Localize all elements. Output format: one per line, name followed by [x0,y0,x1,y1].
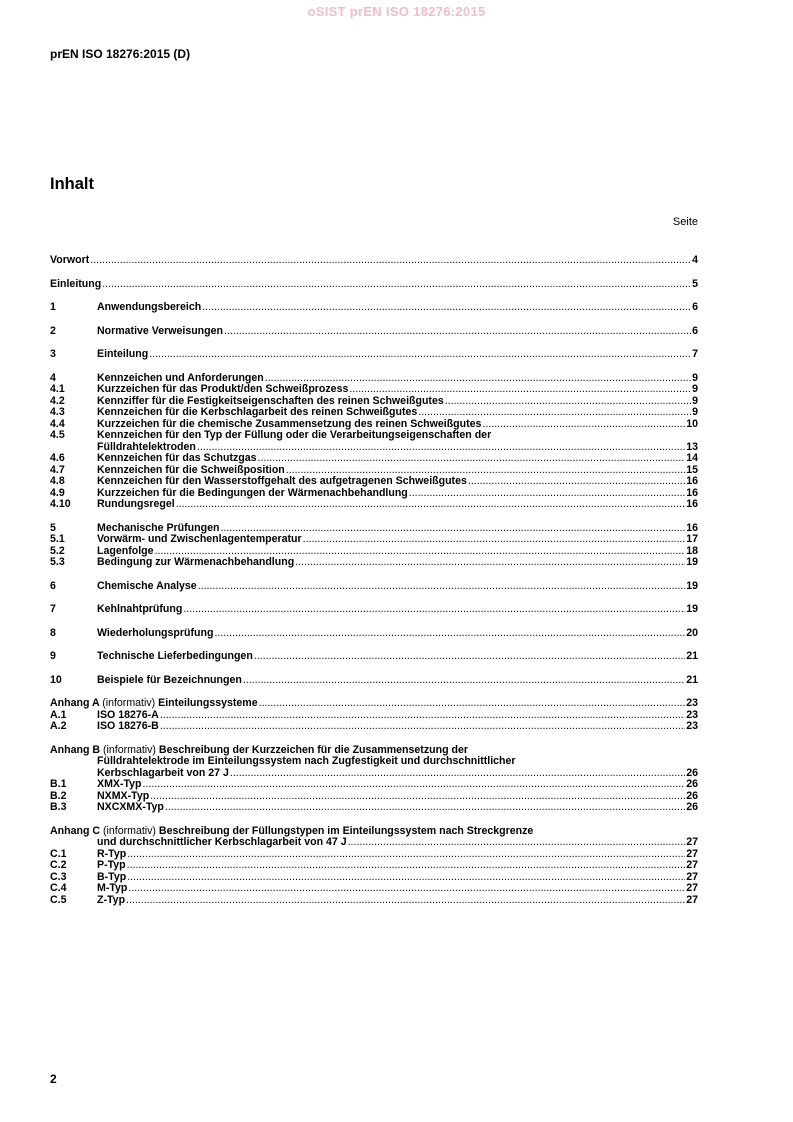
leader-dots [230,768,685,780]
toc-entry-page: 19 [686,603,698,615]
leader-dots [482,419,685,431]
leader-dots [165,802,685,814]
leader-dots [468,476,685,488]
toc-entry-page: 17 [686,533,698,545]
toc-entry-title: Einleitung [50,277,102,290]
toc-entry-title: Kennzeichen für das Schutzgas [97,452,257,464]
toc-entry-number: 4.3 [50,406,65,418]
toc-entry-title: Kennzeichen für die Schweißposition [97,463,285,476]
leader-dots [198,581,685,593]
leader-dots [127,849,685,861]
leader-dots [254,651,685,663]
toc-entry-title: Kennzeichen für den Typ der Füllung oder die Verarbeitungseigenschaften der [97,429,492,441]
annex-informative-label: (informativ) [102,697,156,709]
toc-entry[interactable] [50,826,698,849]
toc-entry-page: 23 [686,697,698,709]
table-of-contents [50,255,698,906]
toc-entry[interactable] [50,745,698,780]
toc-entry-title: Kurzzeichen für das Produkt/den Schweißprozess [97,383,349,395]
toc-entry-page: 9 [692,371,698,384]
leader-dots [445,396,691,408]
toc-entry-title: Kehlnahtprüfung [97,603,183,615]
toc-entry[interactable] [50,628,698,640]
leader-dots [183,604,685,616]
toc-entry-number: 9 [50,650,56,662]
toc-entry-page: 13 [686,440,698,453]
toc-entry-page: 26 [686,789,698,802]
toc-entry[interactable] [50,675,698,687]
toc-entry[interactable] [50,302,698,314]
toc-entry-number: 4.6 [50,452,65,464]
toc-entry-title: Kerbschlagarbeit von 27 J [97,766,229,779]
leader-dots [126,895,685,907]
toc-entry[interactable] [50,860,698,872]
toc-entry[interactable] [50,872,698,884]
toc-entry-number: 5 [50,521,56,534]
toc-entry-page: 26 [686,801,698,813]
leader-dots [418,407,691,419]
toc-entry-number: 4.7 [50,463,65,476]
toc-entry-title: ISO 18276-A [97,708,159,721]
toc-entry-title: Beispiele für Bezeichnungen [97,673,242,686]
toc-entry[interactable] [50,476,698,488]
toc-entry-title: Kennziffer für die Festigkeitseigenschaften des reinen Schweißgutes [97,394,444,407]
toc-entry-number: C.1 [50,847,67,860]
toc-entry-page: 14 [686,452,698,464]
toc-entry[interactable] [50,779,698,791]
toc-entry-title: R-Typ [97,847,127,860]
annex-title: Beschreibung der Kurzzeichen für die Zusammensetzung der [158,743,468,756]
watermark: oSIST prEN ISO 18276:2015 [307,4,486,19]
toc-entry-page: 20 [686,626,698,639]
toc-entry-page: 4 [692,254,698,266]
toc-entry-number: A.1 [50,708,67,721]
toc-entry-title: Lagenfolge [97,544,154,557]
toc-entry-page: 27 [686,847,698,860]
toc-entry-number: 8 [50,626,56,639]
toc-entry-page: 19 [686,556,698,568]
toc-entry-number: C.4 [50,882,67,894]
toc-entry[interactable] [50,698,698,710]
toc-entry-title: Kurzzeichen für die Bedingungen der Wärmenachbehandlung [97,486,408,499]
annex-title: Einteilungssysteme [158,697,258,709]
toc-entry-number: 5.3 [50,556,65,568]
leader-dots [128,883,685,895]
toc-entry[interactable] [50,895,698,907]
toc-entry-title: XMX-Typ [97,778,142,790]
toc-entry[interactable] [50,255,698,267]
toc-entry-title: Fülldrahtelektroden [97,440,196,453]
page-number: 2 [50,1072,57,1086]
toc-entry-number: 4.4 [50,417,65,430]
document-header: prEN ISO 18276:2015 (D) [50,47,191,61]
leader-dots [409,488,685,500]
toc-entry-page: 16 [686,521,698,534]
toc-entry[interactable] [50,499,698,511]
toc-entry-title: Z-Typ [97,893,126,906]
toc-entry-page: 19 [686,579,698,592]
toc-entry-title: Einteilung [97,348,149,360]
toc-entry-page: 10 [686,417,698,430]
toc-entry-number: 4.10 [50,498,71,510]
leader-dots [214,628,685,640]
toc-entry-title: NXCXMX-Typ [97,801,164,813]
leader-dots [143,779,686,791]
leader-dots [348,837,686,849]
toc-entry-page: 16 [686,475,698,487]
toc-entry-title: Kennzeichen für die Kerbschlagarbeit des reinen Schweißgutes [97,406,418,418]
toc-entry-number: 4.1 [50,383,65,395]
toc-entry-number: 2 [50,324,56,337]
toc-entry-title [50,698,258,710]
toc-entry[interactable] [50,581,698,593]
toc-entry[interactable] [50,721,698,733]
toc-entry-number: B.1 [50,778,67,790]
toc-entry-page: 9 [692,394,698,407]
toc-entry[interactable] [50,651,698,663]
toc-entry-page: 6 [692,301,698,313]
toc-entry-number: A.2 [50,720,67,732]
toc-entry-page: 27 [686,870,698,883]
toc-entry-number: 5.1 [50,533,65,545]
leader-dots [150,791,685,803]
page-column-label: Seite [672,216,698,228]
toc-entry-page: 18 [686,544,698,557]
toc-entry-number: 6 [50,579,56,592]
toc-entry-page: 26 [686,778,698,790]
toc-entry-page: 21 [686,650,698,662]
leader-dots [197,442,685,454]
annex-informative-label: (informativ) [102,743,156,756]
leader-dots [349,384,691,396]
toc-title: Inhalt [50,175,94,193]
toc-entry-number: 4.8 [50,475,65,487]
toc-entry-page: 27 [686,836,698,848]
toc-entry-number: 4.9 [50,486,65,499]
toc-entry-title: Chemische Analyse [97,579,197,592]
toc-entry-title: Kennzeichen für den Wasserstoffgehalt des aufgetragenen Schweißgutes [97,475,467,487]
leader-dots [127,872,685,884]
toc-entry-number: 10 [50,673,62,686]
toc-entry-title: Wiederholungsprüfung [97,626,214,639]
toc-entry-number: 4 [50,371,56,384]
toc-entry-title: M-Typ [97,882,128,894]
toc-entry-title: Mechanische Prüfungen [97,521,220,534]
toc-entry-number: 4.5 [50,429,65,441]
annex-label: Anhang A [50,697,100,709]
toc-entry[interactable] [50,557,698,569]
toc-entry-title: Technische Lieferbedingungen [97,650,253,662]
toc-entry-page: 23 [686,720,698,732]
toc-entry[interactable] [50,407,698,419]
toc-entry[interactable] [50,849,698,861]
leader-dots [176,499,686,511]
annex-label: Anhang B [50,743,101,756]
toc-entry-number: C.5 [50,893,67,906]
leader-dots [127,860,686,872]
toc-entry-title: Anwendungsbereich [97,301,202,313]
toc-entry-page: 9 [692,383,698,395]
leader-dots [90,255,691,267]
toc-entry-title: ISO 18276-B [97,720,159,732]
toc-entry-title: Vorwort [50,254,90,266]
toc-entry-title: Kennzeichen und Anforderungen [97,371,264,384]
toc-entry-number: 4.2 [50,394,65,407]
toc-entry-title: Vorwärm- und Zwischenlagentemperatur [97,533,302,545]
toc-entry-title: Fülldrahtelektrode im Einteilungssystem nach Zugfestigkeit und durchschnittlicher [97,755,516,767]
leader-dots [102,279,691,291]
annex-title: Beschreibung der Füllungstypen im Einteilungssystem nach Streckgrenze [158,824,534,837]
leader-dots [160,710,685,722]
toc-entry-page: 6 [692,324,698,337]
toc-entry-title: und durchschnittlicher Kerbschlagarbeit von 47 J [97,836,347,848]
toc-entry-title: Bedingung zur Wärmenachbehandlung [97,556,295,568]
annex-informative-label: (informativ) [102,824,156,837]
leader-dots [259,698,686,710]
leader-dots [303,534,686,546]
toc-entry[interactable] [50,802,698,814]
leader-dots [243,675,685,687]
toc-entry-page: 23 [686,708,698,721]
annex-label: Anhang C [50,824,101,837]
toc-entry-number: C.3 [50,870,67,883]
toc-entry-number: 1 [50,301,56,313]
toc-entry-page: 16 [686,498,698,510]
toc-entry-title: NXMX-Typ [97,789,150,802]
toc-entry-number: B.2 [50,789,67,802]
toc-entry[interactable] [50,534,698,546]
toc-entry-page: 16 [686,486,698,499]
toc-entry[interactable] [50,883,698,895]
toc-entry-title: Kurzzeichen für die chemische Zusammensetzung des reinen Schweißgutes [97,417,482,430]
leader-dots [224,326,691,338]
toc-entry-number: 5.2 [50,544,65,557]
toc-entry[interactable] [50,453,698,465]
toc-entry[interactable] [50,326,698,338]
toc-entry[interactable] [50,279,698,291]
toc-entry-page: 26 [686,766,698,779]
toc-entry-number: C.2 [50,859,67,871]
toc-entry-title: Rundungsregel [97,498,175,510]
toc-entry-number: B.3 [50,801,67,813]
leader-dots [295,557,685,569]
toc-entry-title: Normative Verweisungen [97,324,223,337]
toc-entry-page: 5 [692,277,698,290]
toc-entry-page: 27 [686,893,698,906]
toc-entry-number: 7 [50,603,56,615]
toc-entry-title: B-Typ [97,870,127,883]
toc-entry-page: 21 [686,673,698,686]
leader-dots [160,721,685,733]
toc-entry[interactable] [50,384,698,396]
toc-entry-page: 7 [692,348,698,360]
leader-dots [258,453,686,465]
toc-entry[interactable] [50,349,698,361]
toc-entry-page: 27 [686,859,698,871]
toc-entry-title: P-Typ [97,859,126,871]
toc-entry-page: 9 [692,406,698,418]
toc-entry-number: 3 [50,348,56,360]
toc-entry-page: 15 [686,463,698,476]
toc-entry[interactable] [50,430,698,453]
leader-dots [202,302,691,314]
toc-entry-page: 27 [686,882,698,894]
toc-entry[interactable] [50,604,698,616]
leader-dots [149,349,691,361]
